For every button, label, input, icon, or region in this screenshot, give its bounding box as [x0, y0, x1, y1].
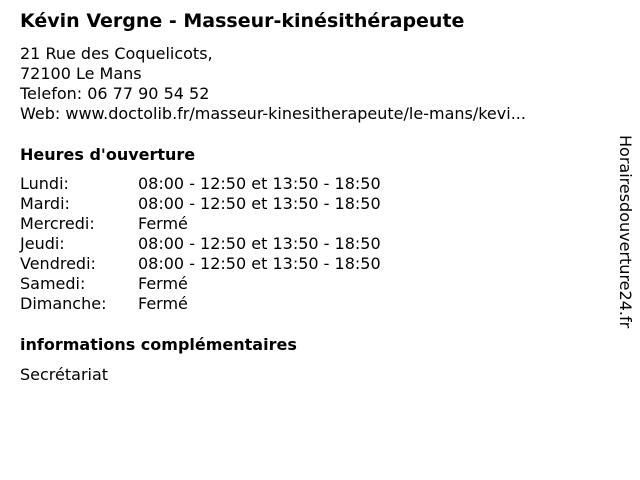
time-value: Fermé: [138, 214, 188, 233]
day-label: Dimanche:: [20, 294, 107, 313]
phone-line: Telefon: 06 77 90 54 52: [20, 84, 210, 103]
time-value: Fermé: [138, 294, 188, 313]
info-text: Secrétariat: [20, 365, 109, 384]
day-label: Vendredi:: [20, 254, 96, 273]
day-label: Mercredi:: [20, 214, 95, 233]
brand-text: Horairesdouverture24.fr: [616, 135, 635, 329]
brand-vertical-label: [610, 135, 640, 345]
hours-section-title: Heures d'ouverture: [20, 145, 196, 164]
time-value: 08:00 - 12:50 et 13:50 - 18:50: [138, 234, 381, 253]
address-line-2: 72100 Le Mans: [20, 64, 142, 83]
time-value: 08:00 - 12:50 et 13:50 - 18:50: [138, 174, 381, 193]
day-label: Mardi:: [20, 194, 70, 213]
info-section-title: informations complémentaires: [20, 335, 297, 354]
day-label: Lundi:: [20, 174, 69, 193]
address-line-1: 21 Rue des Coquelicots,: [20, 44, 213, 63]
time-value: Fermé: [138, 274, 188, 293]
time-value: 08:00 - 12:50 et 13:50 - 18:50: [138, 194, 381, 213]
time-value: 08:00 - 12:50 et 13:50 - 18:50: [138, 254, 381, 273]
page-title: Kévin Vergne - Masseur-kinésithérapeute: [20, 10, 465, 32]
day-label: Jeudi:: [20, 234, 65, 253]
web-line: Web: www.doctolib.fr/masseur-kinesitherapeute/le-mans/kevi...: [20, 104, 526, 123]
day-label: Samedi:: [20, 274, 86, 293]
contact-info: [20, 44, 526, 124]
